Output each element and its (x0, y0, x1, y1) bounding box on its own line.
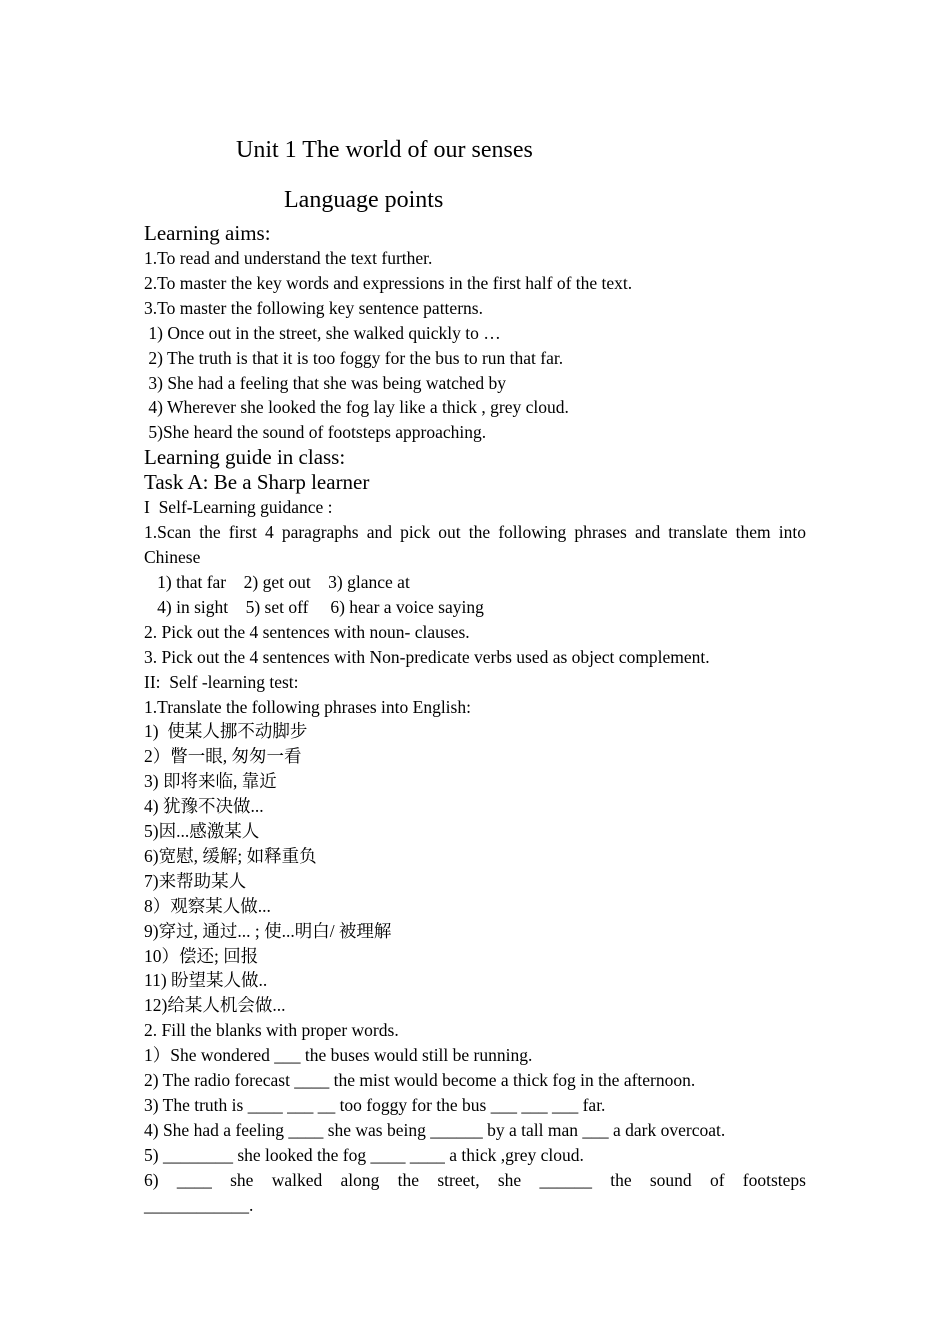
fill-instruction: 2. Fill the blanks with proper words. (144, 1020, 399, 1041)
list-item: 4) 犹豫不决做... (144, 796, 264, 817)
list-item: 11) 盼望某人做.. (144, 970, 268, 991)
non-predicate-instruction: 3. Pick out the 4 sentences with Non-predicate verbs used as object complement. (144, 646, 710, 667)
self-learning-test-heading: II: Self -learning test: (144, 671, 299, 692)
list-item: 9)穿过, 通过... ; 使...明白/ 被理解 (144, 920, 392, 941)
list-item: 3) The truth is ____ ___ __ too foggy for the bus ___ ___ ___ far. (144, 1095, 606, 1115)
phrases-row: 1) that far 2) get out 3) glance at (144, 571, 410, 592)
list-item: 3) She had a feeling that she was being watched by (144, 372, 507, 393)
list-item: 1）She wondered ___ the buses would still be running. (144, 1045, 533, 1066)
list-item: 2) The radio forecast ____ the mist would become a thick fog in the afternoon. (144, 1070, 696, 1091)
list-item: 4) She had a feeling ____ she was being ______ by a tall man ___ a dark overcoat. (144, 1119, 726, 1140)
self-learning-guidance-label: I Self-Learning guidance : (144, 497, 333, 518)
list-item: 1) Once out in the street, she walked quickly to … (144, 322, 501, 343)
list-item: 6) ____ she walked along the street, she ______ the sound of footsteps (144, 1169, 806, 1190)
learning-aims-heading: Learning aims: (144, 221, 271, 245)
list-item: 7)来帮助某人 (144, 870, 247, 891)
list-item: 1) 使某人挪不动脚步 (144, 721, 308, 742)
task-a-heading: Task A: Be a Sharp learner (144, 470, 370, 495)
list-item: 5)She heard the sound of footsteps approaching. (144, 422, 487, 443)
page-title: Unit 1 The world of our senses (236, 137, 533, 163)
list-item: 1.To read and understand the text further. (144, 248, 433, 268)
page-subtitle: Language points (284, 187, 444, 213)
list-item: 6)宽慰, 缓解; 如释重负 (144, 845, 317, 866)
list-item-continuation: ____________. (144, 1194, 254, 1215)
list-item: 3) 即将来临, 靠近 (144, 771, 277, 792)
translate-instruction: 1.Translate the following phrases into English: (144, 696, 471, 717)
scan-instruction: 1.Scan the first 4 paragraphs and pick out the following phrases and translate them into Chinese (144, 522, 806, 568)
list-item: 10）偿还; 回报 (144, 945, 259, 966)
list-item: 2）瞥一眼, 匆匆一看 (144, 746, 302, 767)
document-page (144, 133, 806, 1218)
list-item: 5)因...感激某人 (144, 821, 260, 842)
translate-list (144, 719, 806, 1018)
learning-guide-heading: Learning guide in class: (144, 445, 346, 470)
learning-aims-list (144, 246, 806, 445)
list-item: 5) ________ she looked the fog ____ ____ a thick ,grey cloud. (144, 1144, 584, 1165)
phrases-row: 4) in sight 5) set off 6) hear a voice saying (144, 596, 484, 617)
noun-clauses-instruction: 2. Pick out the 4 sentences with noun- clauses. (144, 621, 470, 642)
list-item: 2) The truth is that it is too foggy for the bus to run that far. (144, 347, 564, 368)
list-item: 3.To master the following key sentence patterns. (144, 297, 483, 318)
fill-list (144, 1043, 806, 1217)
list-item: 4) Wherever she looked the fog lay like a thick , grey cloud. (144, 397, 569, 418)
list-item: 12)给某人机会做... (144, 995, 286, 1016)
list-item: 2.To master the key words and expressions in the first half of the text. (144, 272, 633, 293)
list-item: 8）观察某人做... (144, 895, 271, 916)
